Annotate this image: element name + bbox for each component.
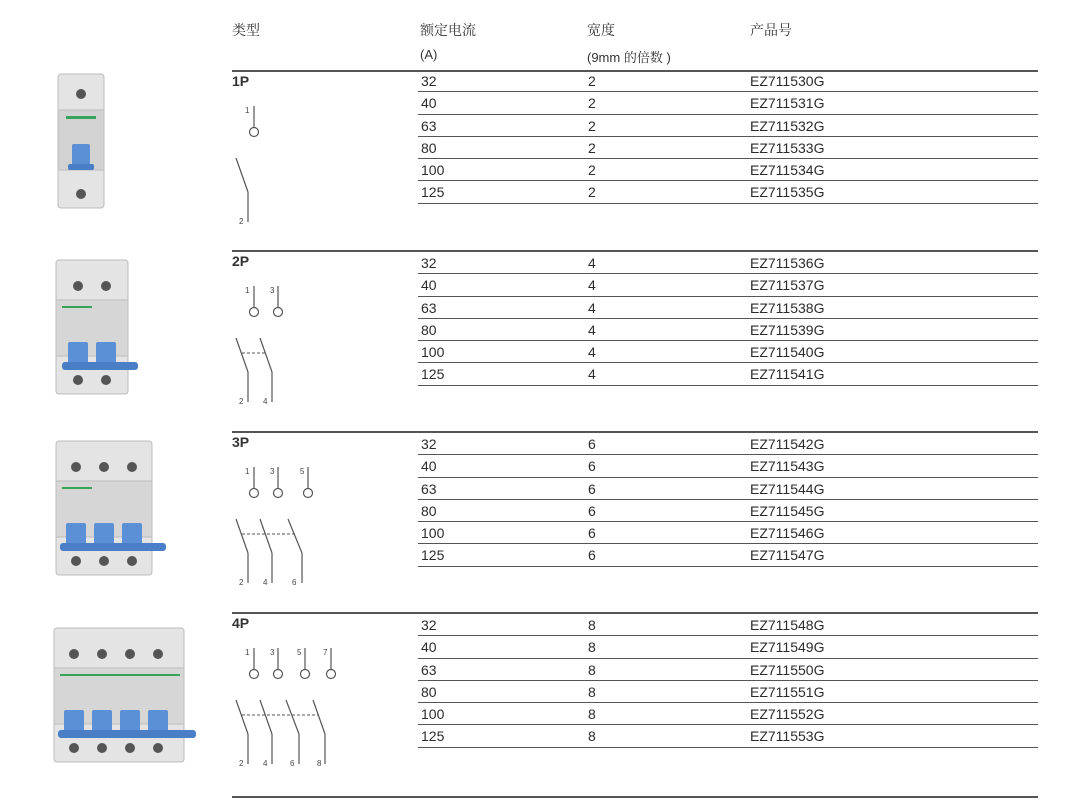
svg-text:3: 3 bbox=[270, 286, 275, 295]
section-3p bbox=[0, 431, 1076, 611]
header-part-number: 产品号 bbox=[750, 22, 792, 38]
wiring-diagram-1p bbox=[222, 92, 422, 252]
table-row: 80 2 EZ711533G bbox=[418, 137, 1038, 159]
wiring-diagram-3p bbox=[222, 453, 422, 613]
type-label: 4P bbox=[232, 615, 250, 631]
part-number: EZ711541G bbox=[750, 366, 825, 383]
rating-table-3p bbox=[418, 433, 1038, 567]
table-row: 63 2 EZ711532G bbox=[418, 115, 1038, 137]
part-number: EZ711542G bbox=[750, 436, 825, 452]
svg-text:4: 4 bbox=[263, 578, 268, 587]
part-number: EZ711543G bbox=[750, 458, 825, 475]
type-label: 1P bbox=[232, 73, 250, 89]
type-label: 2P bbox=[232, 253, 250, 269]
svg-text:8: 8 bbox=[317, 759, 322, 768]
table-row: 63 8 EZ711550G bbox=[418, 659, 1038, 681]
table-row: 100 8 EZ711552G bbox=[418, 703, 1038, 725]
table-row: 100 2 EZ711534G bbox=[418, 159, 1038, 181]
svg-text:2: 2 bbox=[239, 578, 244, 587]
section-2p bbox=[0, 250, 1076, 430]
table-row: 125 2 EZ711535G bbox=[418, 181, 1038, 203]
table-row: 40 4 EZ711537G bbox=[418, 274, 1038, 296]
pole-1 bbox=[236, 648, 259, 768]
table-row: 125 6 EZ711547G bbox=[418, 544, 1038, 566]
part-number: EZ711535G bbox=[750, 184, 825, 201]
svg-text:2: 2 bbox=[239, 397, 244, 406]
part-number: EZ711536G bbox=[750, 255, 825, 271]
svg-text:5: 5 bbox=[297, 648, 302, 657]
part-number: EZ711534G bbox=[750, 162, 825, 179]
section-1p bbox=[0, 70, 1076, 250]
svg-text:4: 4 bbox=[263, 759, 268, 768]
wiring-diagram-2p bbox=[222, 272, 422, 432]
terminal-label-bottom: 2 bbox=[239, 217, 244, 226]
pole-2 bbox=[260, 286, 283, 406]
rating-table-4p bbox=[418, 614, 1038, 748]
pole-1 bbox=[236, 286, 259, 406]
svg-text:6: 6 bbox=[290, 759, 295, 768]
part-number: EZ711533G bbox=[750, 139, 825, 156]
table-row: 100 4 EZ711540G bbox=[418, 341, 1038, 363]
terminal-label-top: 1 bbox=[245, 106, 250, 115]
svg-text:1: 1 bbox=[245, 648, 250, 657]
rating-table-1p bbox=[418, 70, 1038, 204]
table-row: 32 4 EZ711536G bbox=[418, 252, 1038, 274]
svg-text:2: 2 bbox=[239, 759, 244, 768]
table-row: 32 6 EZ711542G bbox=[418, 433, 1038, 455]
pole-4 bbox=[313, 648, 336, 768]
table-row: 80 6 EZ711545G bbox=[418, 500, 1038, 522]
part-number: EZ711539G bbox=[750, 321, 825, 338]
type-label: 3P bbox=[232, 434, 250, 450]
pole-3 bbox=[286, 648, 310, 768]
part-number: EZ711531G bbox=[750, 95, 825, 112]
part-number: EZ711552G bbox=[750, 706, 825, 723]
pole-2 bbox=[260, 467, 283, 587]
table-row: 40 8 EZ711549G bbox=[418, 636, 1038, 658]
section-4p bbox=[0, 612, 1076, 792]
table-row: 100 6 EZ711546G bbox=[418, 522, 1038, 544]
pole-1 bbox=[236, 467, 259, 587]
product-image-3p bbox=[52, 439, 172, 579]
rating-table-2p bbox=[418, 252, 1038, 386]
product-image-4p bbox=[50, 626, 200, 766]
svg-text:3: 3 bbox=[270, 648, 275, 657]
svg-text:7: 7 bbox=[323, 648, 328, 657]
table-row: 80 8 EZ711551G bbox=[418, 681, 1038, 703]
pole-3 bbox=[288, 467, 313, 587]
part-number: EZ711537G bbox=[750, 277, 825, 294]
part-number: EZ711544G bbox=[750, 480, 825, 497]
svg-text:6: 6 bbox=[292, 578, 297, 587]
table-row: 40 6 EZ711543G bbox=[418, 455, 1038, 477]
pole-1 bbox=[236, 106, 259, 226]
header-type: 类型 bbox=[232, 22, 260, 38]
table-row: 32 8 EZ711548G bbox=[418, 614, 1038, 636]
header-width: 宽度 bbox=[587, 22, 615, 38]
part-number: EZ711551G bbox=[750, 683, 825, 700]
svg-text:1: 1 bbox=[245, 467, 250, 476]
part-number: EZ711548G bbox=[750, 617, 825, 633]
svg-text:5: 5 bbox=[300, 467, 305, 476]
table-row: 125 4 EZ711541G bbox=[418, 363, 1038, 385]
header-rated-current: 额定电流 bbox=[420, 22, 476, 38]
header-width-unit: (9mm 的倍数 ) bbox=[587, 50, 671, 65]
svg-text:1: 1 bbox=[245, 286, 250, 295]
table-row: 32 2 EZ711530G bbox=[418, 70, 1038, 92]
svg-text:3: 3 bbox=[270, 467, 275, 476]
table-row: 80 4 EZ711539G bbox=[418, 319, 1038, 341]
table-row: 40 2 EZ711531G bbox=[418, 92, 1038, 114]
part-number: EZ711532G bbox=[750, 117, 825, 134]
footer-rule bbox=[232, 796, 1038, 798]
product-image-2p bbox=[52, 258, 142, 398]
svg-text:4: 4 bbox=[263, 397, 268, 406]
table-row: 63 4 EZ711538G bbox=[418, 297, 1038, 319]
part-number: EZ711549G bbox=[750, 639, 825, 656]
part-number: EZ711553G bbox=[750, 728, 825, 745]
table-row: 125 8 EZ711553G bbox=[418, 725, 1038, 747]
pole-2 bbox=[260, 648, 283, 768]
part-number: EZ711530G bbox=[750, 73, 825, 89]
header-rated-current-unit: (A) bbox=[420, 47, 438, 62]
part-number: EZ711547G bbox=[750, 547, 825, 564]
part-number: EZ711538G bbox=[750, 299, 825, 316]
part-number: EZ711546G bbox=[750, 525, 825, 542]
product-image-1p bbox=[52, 72, 112, 212]
table-row: 63 6 EZ711544G bbox=[418, 478, 1038, 500]
part-number: EZ711540G bbox=[750, 344, 825, 361]
wiring-diagram-4p bbox=[222, 634, 422, 794]
part-number: EZ711550G bbox=[750, 661, 825, 678]
part-number: EZ711545G bbox=[750, 502, 825, 519]
